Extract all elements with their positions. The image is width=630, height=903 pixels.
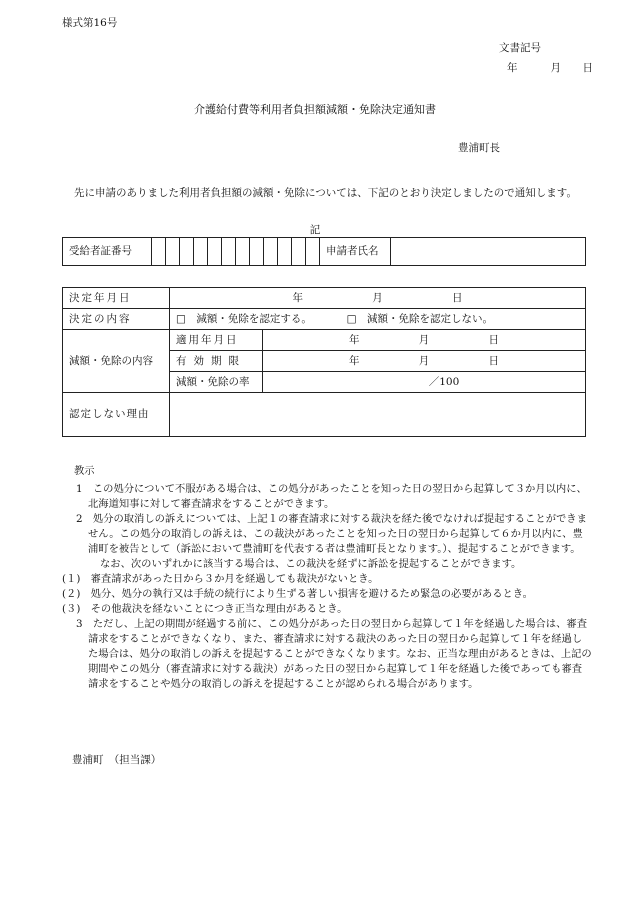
recipient-table (62, 237, 586, 266)
digit-cell[interactable] (166, 238, 180, 266)
applicant-name-label: 申請者氏名 (320, 238, 391, 266)
digit-cell[interactable] (152, 238, 166, 266)
notice-item-1: 1 この処分について不服がある場合は、この処分があったことを知った日の翌日から起算して３か月以内に、北海道知事に対して審査請求をすることができます。 (76, 483, 587, 510)
notice-section (62, 464, 592, 692)
date-month: 月 (550, 62, 561, 74)
footer-department: 豊浦町 （担当課） (72, 754, 162, 766)
notice-paren-3: (３) その他裁決を経ないことにつき正当な理由があるとき。 (62, 603, 348, 615)
applicant-name-field[interactable] (391, 238, 586, 266)
page-title: 介護給付費等利用者負担額減額・免除決定通知書 (194, 103, 436, 116)
reason-label: 認定しない理由 (63, 393, 170, 437)
month-unit: 月 (418, 333, 430, 346)
valid-period-label: 有効期限 (170, 351, 263, 372)
day-unit: 日 (488, 333, 499, 346)
notice-paren-1: (１) 審査請求があった日から３か月を経過しても裁決がないとき。 (62, 573, 379, 585)
digit-cell[interactable] (194, 238, 208, 266)
digit-cell[interactable] (180, 238, 194, 266)
notice-item-2-sub: なお、次のいずれかに該当する場合は、この裁決を経ずに訴訟を提起することができます。 (100, 558, 522, 570)
issue-date (507, 62, 593, 75)
year-unit: 年 (292, 291, 303, 304)
decision-table (62, 287, 586, 437)
digit-cell[interactable] (236, 238, 250, 266)
decision-content-label: 決定の内容 (63, 309, 170, 330)
reduction-content-label: 減額・免除の内容 (63, 330, 170, 393)
year-unit: 年 (349, 333, 360, 346)
date-year: 年 (507, 62, 518, 74)
decision-date-field[interactable] (170, 288, 586, 309)
month-unit: 月 (418, 354, 430, 367)
day-unit: 日 (488, 354, 499, 367)
notice-paren-2: (２) 処分、処分の執行又は手続の続行により生ずる著しい損害を避けるため緊急の必要があるとき。 (62, 588, 533, 600)
option-deny-checkbox[interactable]: □ 減額・免除を認定しない。 (346, 312, 494, 325)
notice-heading: 教示 (74, 465, 95, 477)
apply-date-field[interactable] (263, 330, 586, 351)
ki-marker: 記 (309, 224, 321, 236)
notice-item-2: 2 処分の取消しの訴えについては、上記１の審査請求に対する裁決を経た後でなければ提起することができません。この処分の取消しの訴えは、この裁決があったことを知った日の翌日から起算して６か月以内に、豊浦町を被告として（訴訟において豊浦町を代表する者は豊浦町長となります。）、提起することができます。 (76, 513, 587, 555)
rate-field[interactable]: ／100 (263, 372, 586, 393)
date-day: 日 (582, 62, 593, 74)
rate-label: 減額・免除の率 (170, 372, 263, 393)
cert-number-label: 受給者証番号 (63, 238, 152, 266)
month-unit: 月 (372, 291, 383, 304)
apply-date-label: 適用年月日 (170, 330, 263, 351)
year-unit: 年 (349, 354, 360, 367)
form-number: 様式第16号 (62, 17, 118, 29)
digit-cell[interactable] (306, 238, 320, 266)
document-number-label: 文書記号 (499, 42, 541, 54)
valid-period-field[interactable] (263, 351, 586, 372)
digit-cell[interactable] (292, 238, 306, 266)
intro-text: 先に申請のありました利用者負担額の減額・免除については、下記のとおり決定しましたので通知します。 (74, 187, 577, 199)
reason-field[interactable] (170, 393, 586, 437)
digit-cell[interactable] (222, 238, 236, 266)
option-approve-checkbox[interactable]: □ 減額・免除を認定する。 (176, 312, 312, 325)
day-unit: 日 (452, 291, 463, 304)
issuer: 豊浦町長 (458, 142, 500, 154)
digit-cell[interactable] (250, 238, 264, 266)
digit-cell[interactable] (278, 238, 292, 266)
decision-date-label: 決定年月日 (63, 288, 170, 309)
notice-item-3: 3 ただし、上記の期間が経過する前に、この処分があった日の翌日から起算して１年を経過した場合は、審査請求をすることができなくなり、また、審査請求に対する裁決のあった日の翌日から起算して１年を経過した場合は、処分の取消しの訴えを提起することができなくなります。なお、正当な理由があるときは、上記の期間やこの処分（審査請求に対する裁決）があった日の翌日から起算して１年を経過した後であっても審査請求をすることや処分の取消しの訴えを提起することが認められる場合があります。 (76, 618, 592, 690)
digit-cell[interactable] (264, 238, 278, 266)
digit-cell[interactable] (208, 238, 222, 266)
decision-content-options (170, 309, 586, 330)
